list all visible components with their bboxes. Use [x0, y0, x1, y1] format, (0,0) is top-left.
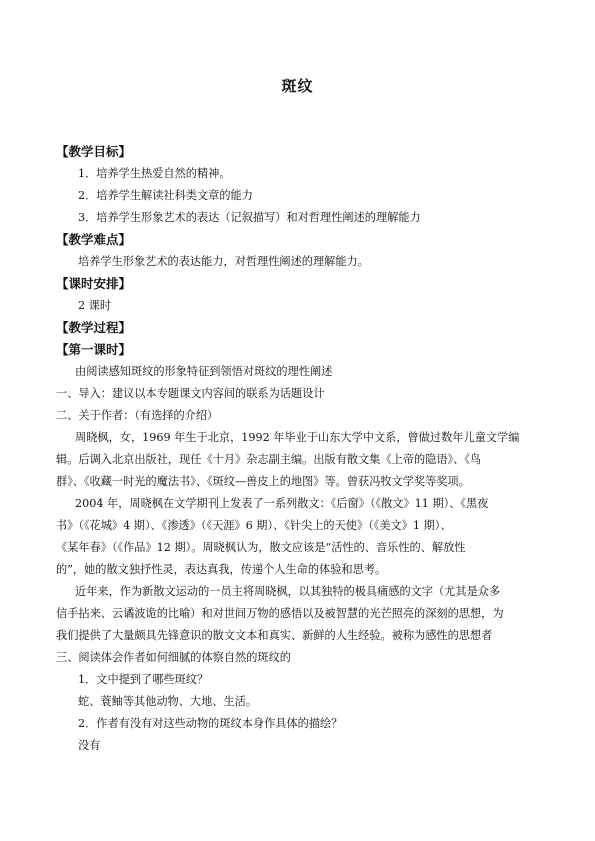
difficulty-text: 培养学生形象艺术的表达能力，对哲理性阐述的理解能力。: [78, 255, 369, 268]
section-heading-schedule: 【课时安排】: [56, 276, 132, 291]
evaluation-paragraph-line: 我们提供了大量颇具先锋意识的散文文本和真实、新鲜的人生经验。被称为感性的思想者: [56, 629, 493, 642]
author-paragraph-line: 周晓枫，女，1969 年生于北京，1992 年毕业于山东大学中文系，曾做过数年儿童文学编: [75, 431, 520, 444]
evaluation-paragraph-line: 近年来，作为新散文运动的一员主将周晓枫，以其独特的极具痛感的文字（尤其是众多: [75, 585, 501, 598]
section-heading-process: 【教学过程】: [56, 320, 132, 335]
question-2: 2．作者有没有对这些动物的斑纹本身作具体的描绘？: [78, 717, 343, 730]
question-1: 1．文中提到了哪些斑纹？: [78, 673, 209, 686]
goal-item: 1．培养学生热爱自然的精神。: [78, 167, 231, 180]
lesson-intro: 由阅读感知斑纹的形象特征到领悟对斑纹的理性阐述: [75, 365, 333, 378]
step-author: 二、关于作者：（有选择的介绍）: [56, 409, 219, 422]
author-paragraph-line: 群》、《收藏一时光的魔法书》、《斑纹—兽皮上的地图》等。曾获冯牧文学奖等奖项。: [56, 475, 470, 488]
answer-1: 蛇、蓑鲉等其他动物、大地、生活。: [78, 695, 258, 708]
section-heading-difficulty: 【教学难点】: [56, 232, 132, 247]
works-paragraph-line: 的”，她的散文独抒性灵，表达真我，传递个人生命的体验和思考。: [56, 563, 387, 576]
goal-item: 3．培养学生形象艺术的表达（记叙描写）和对哲理性阐述的理解能力: [78, 211, 421, 224]
step-import: 一、导入：建议以本专题课文内容间的联系为话题设计: [56, 387, 325, 400]
section-heading-goals: 【教学目标】: [56, 144, 132, 159]
works-paragraph-line: 《某年春》（《作品》12 期）。周晓枫认为，散文应该是“活性的、音乐性的、解放性: [56, 541, 466, 554]
document-body: [56, 141, 546, 757]
step-reading: 三、阅读体会作者如何细腻的体察自然的斑纹的: [56, 651, 291, 664]
works-paragraph-line: 2004 年，周晓枫在文学期刊上发表了一系列散文：《后窗》（《散文》11 期）、《黑夜: [75, 497, 489, 510]
evaluation-paragraph-line: 信手拈来、云谲波诡的比喻）和对世间万物的感悟以及被智慧的光芒照亮的深刻的思想，为: [56, 607, 504, 620]
section-heading-lesson1: 【第一课时】: [56, 342, 132, 357]
goal-item: 2．培养学生解读社科类文章的能力: [78, 189, 253, 202]
schedule-text: 2 课时: [78, 299, 112, 312]
answer-2: 没有: [78, 739, 101, 752]
works-paragraph-line: 书》（《花城》4 期）、《渗透》（《天涯》6 期）、《针尖上的天使》（《美文》1 期）、: [56, 519, 452, 532]
page-title: 斑纹: [281, 77, 314, 95]
author-paragraph-line: 辑。后调入北京出版社，现任《十月》杂志副主编。出版有散文集《上帝的隐语》、《鸟: [56, 453, 482, 466]
